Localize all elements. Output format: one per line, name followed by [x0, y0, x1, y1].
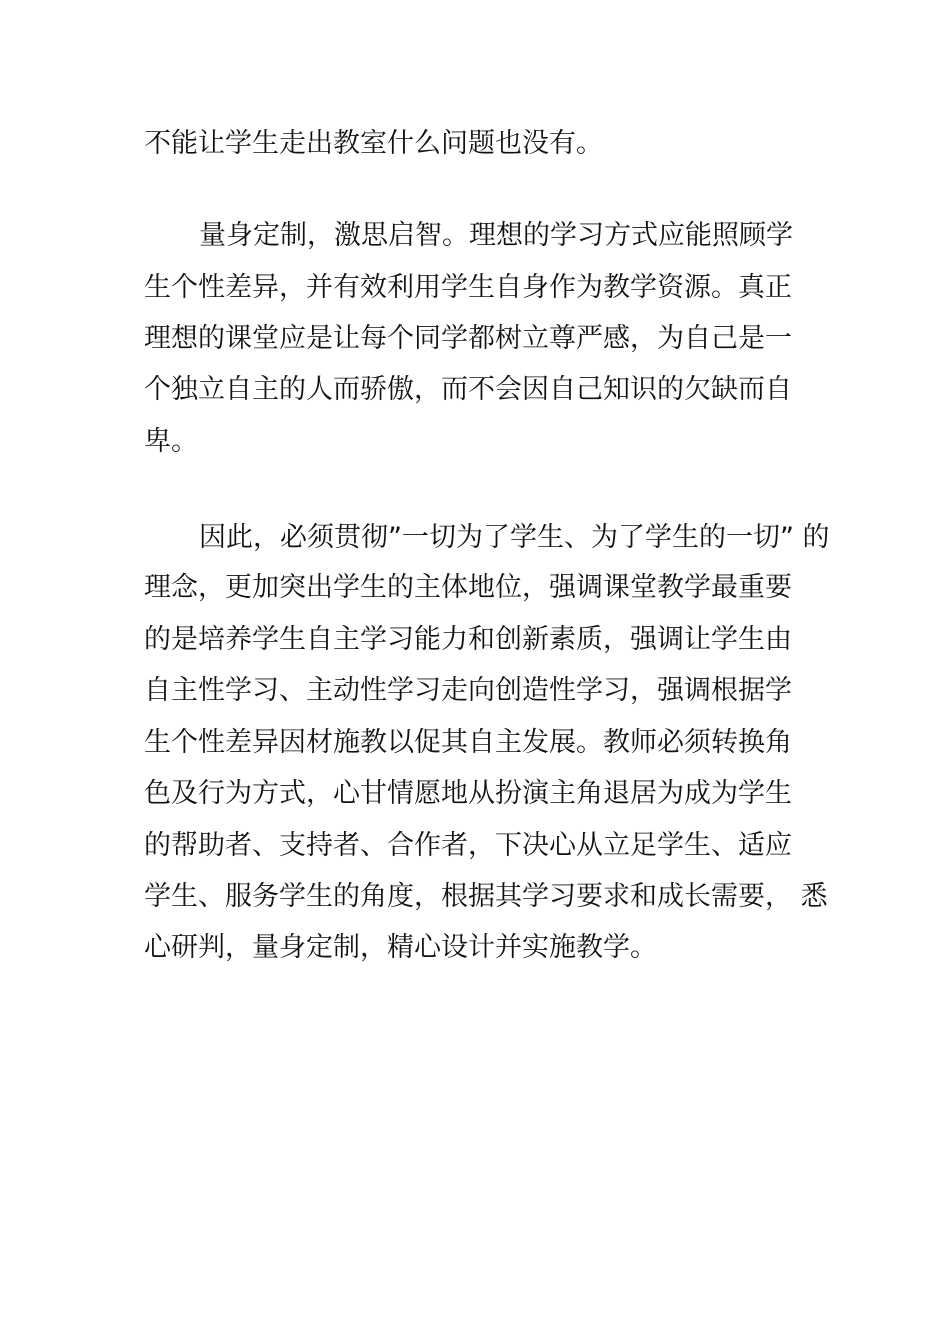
paragraph-2-line-4: 个独立自主的人而骄傲，而不会因自己知识的欠缺而自 — [144, 374, 792, 405]
paragraph-1-line-1: 不能让学生走出教室什么问题也没有。 — [144, 128, 603, 159]
paragraph-3-line-7: 的帮助者、支持者、合作者，下决心从立足学生、适应 — [144, 830, 792, 861]
paragraph-3-line-8: 学生、服务学生的角度，根据其学习要求和成长需要， 悉 — [144, 881, 828, 912]
paragraph-3-line-4: 自主性学习、主动性学习走向创造性学习，强调根据学 — [144, 675, 792, 706]
paragraph-3-line-3: 的是培养学生自主学习能力和创新素质，强调让学生由 — [144, 624, 792, 655]
paragraph-2-line-1: 量身定制，激思启智。理想的学习方式应能照顾学 — [199, 220, 793, 251]
paragraph-3-line-9: 心研判，量身定制，精心设计并实施教学。 — [144, 932, 657, 963]
paragraph-3-line-6: 色及行为方式，心甘情愿地从扮演主角退居为成为学生 — [144, 778, 792, 809]
paragraph-3-line-1: 因此，必须贯彻”一切为了学生、为了学生的一切” 的 — [199, 522, 830, 553]
paragraph-2-line-3: 理想的课堂应是让每个同学都树立尊严感，为自己是一 — [144, 323, 792, 354]
paragraph-2-line-5: 卑。 — [144, 426, 198, 457]
paragraph-3-line-2: 理念，更加突出学生的主体地位，强调课堂教学最重要 — [144, 572, 792, 603]
paragraph-3-line-5: 生个性差异因材施教以促其自主发展。教师必须转换角 — [144, 727, 792, 758]
paragraph-2-line-2: 生个性差异，并有效利用学生自身作为教学资源。真正 — [144, 272, 792, 303]
